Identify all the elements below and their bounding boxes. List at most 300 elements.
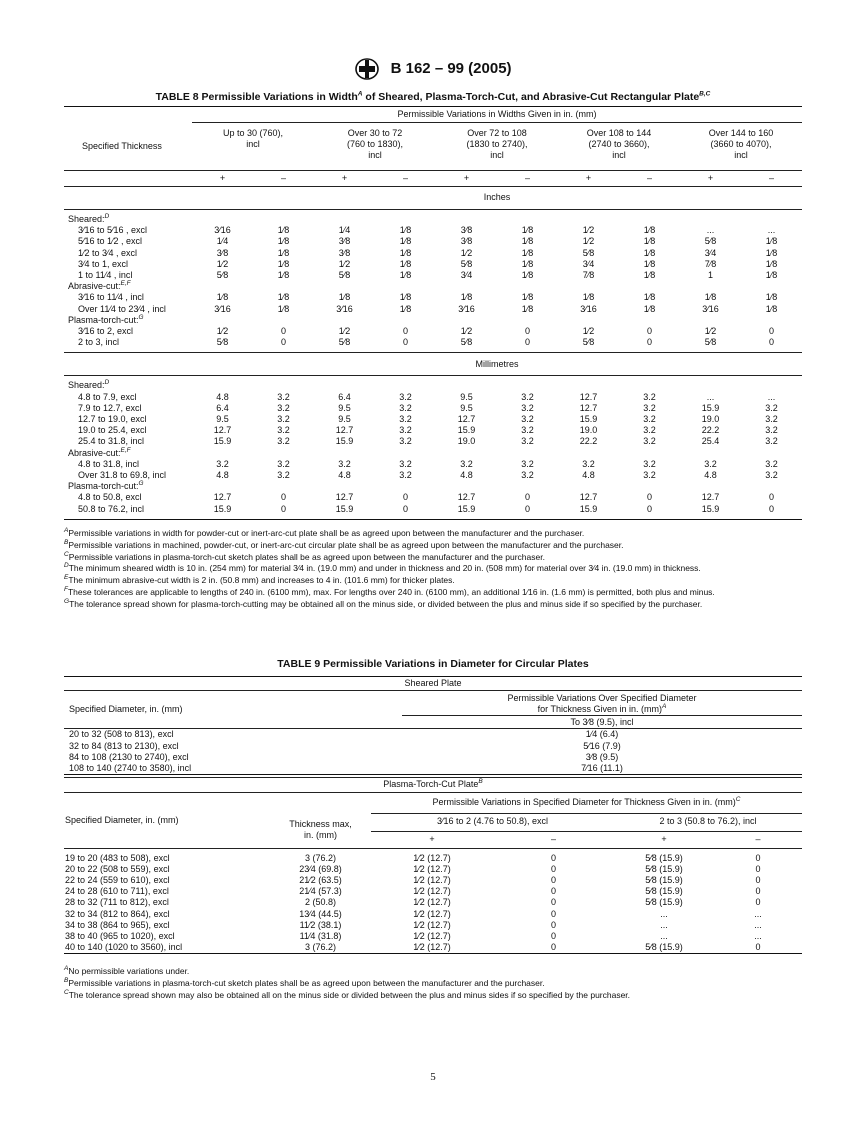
to-thickness-header: To 3⁄8 (9.5), incl (570, 717, 634, 728)
row-label: 4.8 to 31.8, incl (78, 458, 140, 469)
table9-sheared (64, 676, 802, 775)
table-row (64, 304, 802, 315)
row-label: 50.8 to 76.2, incl (78, 503, 145, 514)
variation-cell: 5⁄16 (7.9) (583, 740, 621, 751)
cell-value: 3.2 (338, 458, 351, 469)
cell-value: 5⁄8 (582, 247, 595, 258)
diameter-cell: 40 to 140 (1020 to 3560), incl (65, 942, 183, 953)
diameter-cell: 108 to 140 (2740 to 3580), incl (69, 763, 192, 774)
cell-value: 0 (280, 337, 286, 348)
cell-value: 1⁄2 (216, 326, 229, 337)
cell-value: 0 (646, 326, 652, 337)
cell-value: ... (767, 391, 776, 402)
cell-value: 19.0 (579, 425, 598, 436)
cell-value: 5⁄8 (582, 337, 595, 348)
cell-value: 15.9 (213, 436, 232, 447)
cell-value: 5⁄8 (216, 270, 229, 281)
cell-value: 12.7 (579, 402, 598, 413)
cell-value: 1⁄8 (704, 292, 717, 303)
cell-value: 1⁄2 (582, 225, 595, 236)
cell-value: 21⁄4 (57.3) (299, 886, 342, 897)
cell-value: 1⁄8 (521, 236, 534, 247)
minus-header: – (646, 172, 652, 183)
cell-value: 15.9 (579, 503, 598, 514)
cell-value: 3⁄8 (460, 225, 473, 236)
cell-value: 9.5 (338, 414, 351, 425)
cell-value: 1⁄8 (643, 292, 656, 303)
cell-value: 1⁄8 (277, 236, 290, 247)
diameter-cell: 22 to 24 (559 to 610), excl (65, 874, 170, 885)
cell-value: 1⁄2 (12.7) (413, 897, 451, 908)
row-label: 19.0 to 25.4, excl (78, 425, 147, 436)
table-row (64, 270, 802, 281)
cell-value: ... (660, 930, 668, 941)
cell-value: 3⁄16 (336, 303, 353, 314)
row-label: 4.8 to 7.9, excl (78, 391, 137, 402)
cell-value: ... (767, 225, 776, 236)
col-header-3: Over 72 to 108 (1830 to 2740), incl (466, 128, 528, 161)
cell-value: ... (706, 225, 715, 236)
footnote: $^D$The minimum sheared width is 10 in. (254 mm) for material 3⁄4 in. (19.0 mm) and under in thickness and 20 in. (508 mm) for material over 3⁄4 in. (19.0 mm) in thickness. (64, 562, 701, 574)
cell-value: 1⁄8 (643, 247, 656, 258)
table-row (64, 481, 802, 492)
cell-value: 0 (550, 852, 556, 863)
cell-value: 1⁄2 (12.7) (413, 852, 451, 863)
diameter-cell: 84 to 108 (2130 to 2740), excl (69, 751, 189, 762)
astm-logo-icon (354, 58, 380, 80)
footnote: $^G$The tolerance spread shown for plasma-torch-cutting may be obtained all on the minus side, or divided between the plus and minus side if so specified by the purchaser. (64, 597, 703, 609)
cell-value: 3 (76.2) (304, 942, 337, 953)
row-label: 1⁄2 to 3⁄4 , excl (78, 247, 138, 258)
table-row (64, 853, 802, 864)
cell-value: 0 (755, 942, 761, 953)
diameter-cell: 20 to 32 (508 to 813), excl (69, 729, 174, 740)
cell-value: 1⁄2 (12.7) (413, 908, 451, 919)
row-label: 3⁄16 to 5⁄16 , excl (78, 225, 148, 236)
cell-value: 3.2 (521, 425, 534, 436)
cell-value: 7⁄8 (704, 258, 717, 269)
table8-footnotes (64, 528, 802, 611)
cell-value: 3.2 (277, 402, 290, 413)
row-label: 1 to 11⁄4 , incl (78, 270, 133, 281)
col-header-1: Up to 30 (760), incl (222, 128, 284, 150)
cell-value: 4.8 (460, 470, 473, 481)
variation-cell: 1⁄4 (6.4) (585, 729, 619, 740)
table8 (64, 106, 802, 520)
cell-value: 9.5 (460, 402, 473, 413)
cell-value: 1⁄8 (277, 258, 290, 269)
cell-value: 5⁄8 (15.9) (645, 897, 683, 908)
table-row (64, 920, 802, 931)
cell-value: 1⁄8 (765, 303, 778, 314)
cell-value: ... (706, 391, 715, 402)
cell-value: 1⁄8 (521, 247, 534, 258)
cell-value: 5⁄8 (704, 337, 717, 348)
cell-value: ... (754, 919, 762, 930)
table-row (64, 470, 802, 481)
table-row (64, 729, 802, 741)
row-label: Over 31.8 to 69.8, incl (78, 470, 167, 481)
table-row (64, 414, 802, 425)
cell-value: 22.2 (579, 436, 598, 447)
row-label: 3⁄16 to 11⁄4 , incl (78, 292, 144, 303)
cell-value: 22.2 (701, 425, 720, 436)
table-row (64, 214, 802, 225)
cell-value: 3.2 (399, 436, 412, 447)
cell-value: 0 (646, 503, 652, 514)
cell-value: 3.2 (643, 470, 656, 481)
cell-value: 0 (550, 942, 556, 953)
cell-value: 12.7 (213, 492, 232, 503)
cell-value: 3⁄16 (214, 303, 231, 314)
table9-footnotes (64, 966, 802, 1001)
minus-header: – (402, 172, 408, 183)
variation-cell: 7⁄16 (11.1) (581, 763, 623, 774)
cell-value: 9.5 (460, 391, 473, 402)
cell-value: 12.7 (579, 391, 598, 402)
cell-value: 3⁄16 (580, 303, 597, 314)
footnote: $^E$The minimum abrasive-cut width is 2 in. (50.8 mm) and increases to 4 in. (101.6 mm) for thicker plates. (64, 574, 455, 586)
cell-value: 2 (50.8) (304, 897, 337, 908)
cell-value: 15.9 (457, 503, 476, 514)
cell-value: 15.9 (213, 503, 232, 514)
cell-value: 1⁄2 (12.7) (413, 874, 451, 885)
cell-value: 1⁄8 (765, 292, 778, 303)
mm-rows (64, 376, 802, 519)
diameter-cell: 20 to 22 (508 to 559), excl (65, 863, 170, 874)
cell-value: 1⁄8 (582, 292, 595, 303)
cell-value: 1⁄8 (277, 247, 290, 258)
cell-value: 5⁄8 (216, 337, 229, 348)
row-label: 25.4 to 31.8, incl (78, 436, 145, 447)
minus-header: – (280, 172, 286, 183)
cell-value: 5⁄8 (15.9) (645, 863, 683, 874)
cell-value: 3⁄16 (458, 303, 475, 314)
row-label: 7.9 to 12.7, excl (78, 402, 142, 413)
cell-value: 1⁄8 (277, 303, 290, 314)
cell-value: 1⁄8 (521, 292, 534, 303)
cell-value: 3.2 (582, 458, 595, 469)
cell-value: 3.2 (521, 402, 534, 413)
cell-value: 3.2 (460, 458, 473, 469)
cell-value: 15.9 (701, 503, 720, 514)
variation-cell: 3⁄8 (9.5) (585, 751, 619, 762)
cell-value: 4.8 (216, 391, 229, 402)
table-row (64, 942, 802, 954)
cell-value: 1⁄8 (765, 258, 778, 269)
table-row (64, 225, 802, 236)
cell-value: 0 (755, 874, 761, 885)
cell-value: 0 (550, 919, 556, 930)
cell-value: 1⁄8 (399, 303, 412, 314)
minus-header: – (550, 833, 556, 844)
table-row (64, 448, 802, 459)
footnote: $^F$These tolerances are applicable to lengths of 240 in. (6100 mm), max. For lengths over 240 in. (6100 mm), an additional 1⁄16 in. (1.6 mm) is permitted, both plus and minus. (64, 586, 715, 597)
cell-value: 3.2 (704, 458, 717, 469)
cell-value: ... (660, 908, 668, 919)
cell-value: 23⁄4 (69.8) (299, 863, 342, 874)
diameter-cell: 32 to 84 (813 to 2130), excl (69, 740, 179, 751)
cell-value: 3.2 (765, 436, 778, 447)
cell-value: 3.2 (277, 470, 290, 481)
plus-header: + (585, 172, 592, 183)
cell-value: 1⁄2 (460, 247, 473, 258)
units-millimetres: Millimetres (475, 358, 519, 369)
cell-value: 3.2 (643, 391, 656, 402)
cell-value: 3.2 (521, 391, 534, 402)
units-inches: Inches (483, 192, 511, 203)
cell-value: 9.5 (338, 402, 351, 413)
cell-value: 3.2 (399, 414, 412, 425)
cell-value: 4.8 (216, 470, 229, 481)
plasma-rows (64, 848, 802, 954)
group-label: Plasma-torch-cut:$^G$ (68, 480, 144, 492)
cell-value: 0 (280, 492, 286, 503)
group-label: Abrasive-cut:$^{E,F}$ (68, 446, 131, 458)
cell-value: 1⁄2 (12.7) (413, 942, 451, 953)
diameter-cell: 38 to 40 (965 to 1020), excl (65, 930, 175, 941)
cell-value: 15.9 (335, 503, 354, 514)
cell-value: 1⁄2 (12.7) (413, 930, 451, 941)
cell-value: 1⁄2 (582, 326, 595, 337)
cell-value: 5⁄8 (460, 337, 473, 348)
cell-value: 3.2 (765, 402, 778, 413)
cell-value: 0 (755, 863, 761, 874)
cell-value: 3.2 (643, 425, 656, 436)
table-row (64, 403, 802, 414)
width-span-header: Permissible Variations in Widths Given in in. (mm) (192, 107, 802, 123)
cell-value: 3.2 (399, 391, 412, 402)
range1-header: 3⁄16 to 2 (4.76 to 50.8), excl (371, 813, 614, 831)
cell-value: 12.7 (457, 492, 476, 503)
cell-value: 0 (524, 337, 530, 348)
cell-value: 12.7 (335, 425, 354, 436)
cell-value: 1⁄8 (399, 236, 412, 247)
cell-value: 0 (402, 492, 408, 503)
cell-value: 5⁄8 (15.9) (645, 852, 683, 863)
cell-value: 0 (550, 886, 556, 897)
table-row (64, 281, 802, 292)
table-row (64, 337, 802, 348)
footnote: $^A$Permissible variations in width for powder-cut or inert-arc-cut plate shall be as agreed upon between the manufacturer and the purchaser. (64, 527, 585, 538)
diameter-cell: 28 to 32 (711 to 812), excl (65, 897, 169, 908)
cell-value: 3⁄16 (214, 225, 231, 236)
cell-value: 12.7 (701, 492, 720, 503)
cell-value: 4.8 (338, 470, 351, 481)
table9-title: TABLE 9 Permissible Variations in Diameter for Circular Plates (277, 658, 589, 670)
cell-value: 4.8 (704, 470, 717, 481)
cell-value: 0 (402, 337, 408, 348)
footnote: $^A$No permissible variations under. (64, 965, 190, 976)
cell-value: 1⁄8 (643, 258, 656, 269)
cell-value: 0 (768, 337, 774, 348)
cell-value: 1⁄8 (643, 236, 656, 247)
cell-value: 1⁄8 (460, 292, 473, 303)
cell-value: 5⁄8 (15.9) (645, 942, 683, 953)
table8-title: TABLE 8 Permissible Variations in Width$^A$ of Sheared, Plasma-Torch-Cut, and Abrasive-Cut Rectangular Plate$^{B,C}$ (155, 90, 711, 103)
diameter-cell: 19 to 20 (483 to 508), excl (65, 852, 170, 863)
cell-value: 3.2 (277, 458, 290, 469)
cell-value: 1⁄2 (216, 258, 229, 269)
cell-value: 1⁄8 (643, 225, 656, 236)
cell-value: 0 (646, 492, 652, 503)
cell-value: 3.2 (643, 414, 656, 425)
sheared-rows (64, 729, 802, 775)
thickness-max-header: Thickness max, in. (mm) (289, 819, 352, 841)
cell-value: 3.2 (765, 425, 778, 436)
cell-value: 19.0 (457, 436, 476, 447)
cell-value: 1⁄8 (277, 270, 290, 281)
table-row (64, 315, 802, 326)
cell-value: 3.2 (399, 470, 412, 481)
cell-value: 25.4 (701, 436, 720, 447)
cell-value: 1⁄8 (399, 258, 412, 269)
cell-value: 1⁄8 (277, 292, 290, 303)
col-header-5: Over 144 to 160 (3660 to 4070), incl (708, 128, 774, 161)
cell-value: 3.2 (643, 436, 656, 447)
cell-value: 1⁄2 (704, 326, 717, 337)
plus-header: + (707, 172, 714, 183)
cell-value: 3.2 (399, 425, 412, 436)
cell-value: 1⁄8 (521, 270, 534, 281)
group-label: Plasma-torch-cut:$^G$ (68, 313, 144, 325)
cell-value: 4.8 (582, 470, 595, 481)
cell-value: 1⁄8 (399, 225, 412, 236)
group-label: Sheared:$^D$ (68, 213, 110, 224)
cell-value: ... (754, 908, 762, 919)
group-label: Sheared:$^D$ (68, 379, 110, 391)
cell-value: 3 (76.2) (304, 852, 337, 863)
cell-value: 1⁄4 (338, 225, 351, 236)
cell-value: 1⁄8 (399, 247, 412, 258)
cell-value: 3⁄4 (704, 247, 717, 258)
cell-value: 19.0 (701, 414, 720, 425)
sheared-plate-header: Sheared Plate (64, 677, 802, 691)
cell-value: 1⁄2 (338, 326, 351, 337)
cell-value: 0 (755, 886, 761, 897)
cell-value: 1⁄2 (12.7) (413, 886, 451, 897)
cell-value: 12.7 (213, 425, 232, 436)
cell-value: 5⁄8 (15.9) (645, 886, 683, 897)
table-row (64, 259, 802, 270)
plus-header: + (463, 172, 470, 183)
plus-header: + (661, 833, 667, 844)
cell-value: 1⁄8 (643, 303, 656, 314)
spec-diameter-header: Specified Diameter, in. (mm) (69, 704, 183, 715)
cell-value: 3.2 (277, 391, 290, 402)
cell-value: 5⁄8 (338, 270, 351, 281)
cell-value: 12.7 (335, 492, 354, 503)
cell-value: 0 (524, 503, 530, 514)
cell-value: 15.9 (579, 414, 598, 425)
cell-value: 3.2 (277, 414, 290, 425)
cell-value: 6.4 (338, 391, 351, 402)
minus-header: – (768, 172, 774, 183)
table-row (64, 741, 802, 752)
diameter-cell: 32 to 34 (812 to 864), excl (65, 908, 170, 919)
cell-value: 7⁄8 (582, 270, 595, 281)
group-label: Abrasive-cut:$^{E,F}$ (68, 280, 131, 292)
cell-value: 3.2 (765, 470, 778, 481)
cell-value: 0 (768, 326, 774, 337)
footnote: $^B$Permissible variations in plasma-torch-cut sketch plates shall be as agreed upon between the manufacturer and the purchaser. (64, 976, 545, 988)
cell-value: 3.2 (521, 414, 534, 425)
perm-over-header: Permissible Variations Over Specified Diameter for Thickness Given in in. (mm)$^A$ (402, 691, 802, 716)
cell-value: 0 (550, 874, 556, 885)
cell-value: 12.7 (457, 414, 476, 425)
cell-value: 15.9 (701, 402, 720, 413)
cell-value: 3⁄8 (338, 236, 351, 247)
cell-value: 6.4 (216, 402, 229, 413)
cell-value: 0 (768, 503, 774, 514)
cell-value: 1 (707, 270, 713, 281)
plus-header: + (429, 833, 435, 844)
cell-value: 15.9 (457, 425, 476, 436)
cell-value: 1⁄8 (521, 303, 534, 314)
cell-value: 0 (402, 503, 408, 514)
cell-value: 5⁄8 (338, 337, 351, 348)
cell-value: 1⁄8 (765, 270, 778, 281)
row-label: 3⁄4 to 1, excl (78, 258, 129, 269)
table-row (64, 436, 802, 447)
cell-value: 5⁄8 (15.9) (645, 874, 683, 885)
table-row (64, 292, 802, 303)
cell-value: 0 (755, 852, 761, 863)
cell-value: ... (660, 919, 668, 930)
cell-value: 3.2 (765, 414, 778, 425)
cell-value: 3⁄8 (338, 247, 351, 258)
spec-diameter-header-plasma: Specified Diameter, in. (mm) (65, 814, 179, 825)
table-row (64, 380, 802, 391)
minus-header: – (524, 172, 530, 183)
cell-value: 0 (550, 908, 556, 919)
cell-value: 3.2 (399, 458, 412, 469)
spec-thickness-header: Specified Thickness (82, 140, 162, 151)
cell-value: 1⁄8 (521, 225, 534, 236)
row-label: 4.8 to 50.8, excl (78, 492, 142, 503)
cell-value: 1⁄2 (582, 236, 595, 247)
table-row (64, 236, 802, 247)
cell-value: 1⁄8 (399, 270, 412, 281)
table-row (64, 504, 802, 515)
footnote: $^C$Permissible variations in plasma-torch-cut sketch plates shall be as agreed upon between the manufacturer and the purchaser. (64, 550, 545, 562)
cell-value: 3.2 (643, 402, 656, 413)
cell-value: 5⁄8 (460, 258, 473, 269)
table-row (64, 248, 802, 259)
perm-plasma-header: Permissible Variations in Specified Diameter for Thickness Given in in. (mm)$^C$ (371, 793, 802, 814)
cell-value: 1⁄8 (338, 292, 351, 303)
table-row (64, 459, 802, 470)
table-row (64, 425, 802, 436)
diameter-cell: 24 to 28 (610 to 711), excl (65, 886, 169, 897)
cell-value: 1⁄8 (216, 292, 229, 303)
row-label: 5⁄16 to 1⁄2 , excl (78, 236, 143, 247)
cell-value: 3.2 (521, 436, 534, 447)
inch-rows (64, 210, 802, 353)
cell-value: 1⁄8 (643, 270, 656, 281)
cell-value: 1⁄2 (12.7) (413, 863, 451, 874)
cell-value: 3⁄4 (582, 258, 595, 269)
cell-value: 1⁄4 (216, 236, 229, 247)
cell-value: 3.2 (277, 425, 290, 436)
cell-value: 3.2 (399, 402, 412, 413)
cell-value: 3.2 (521, 470, 534, 481)
cell-value: 21⁄2 (63.5) (299, 874, 342, 885)
cell-value: 1⁄8 (765, 236, 778, 247)
row-label: 3⁄16 to 2, excl (78, 326, 134, 337)
cell-value: 0 (524, 492, 530, 503)
minus-header: – (755, 833, 761, 844)
